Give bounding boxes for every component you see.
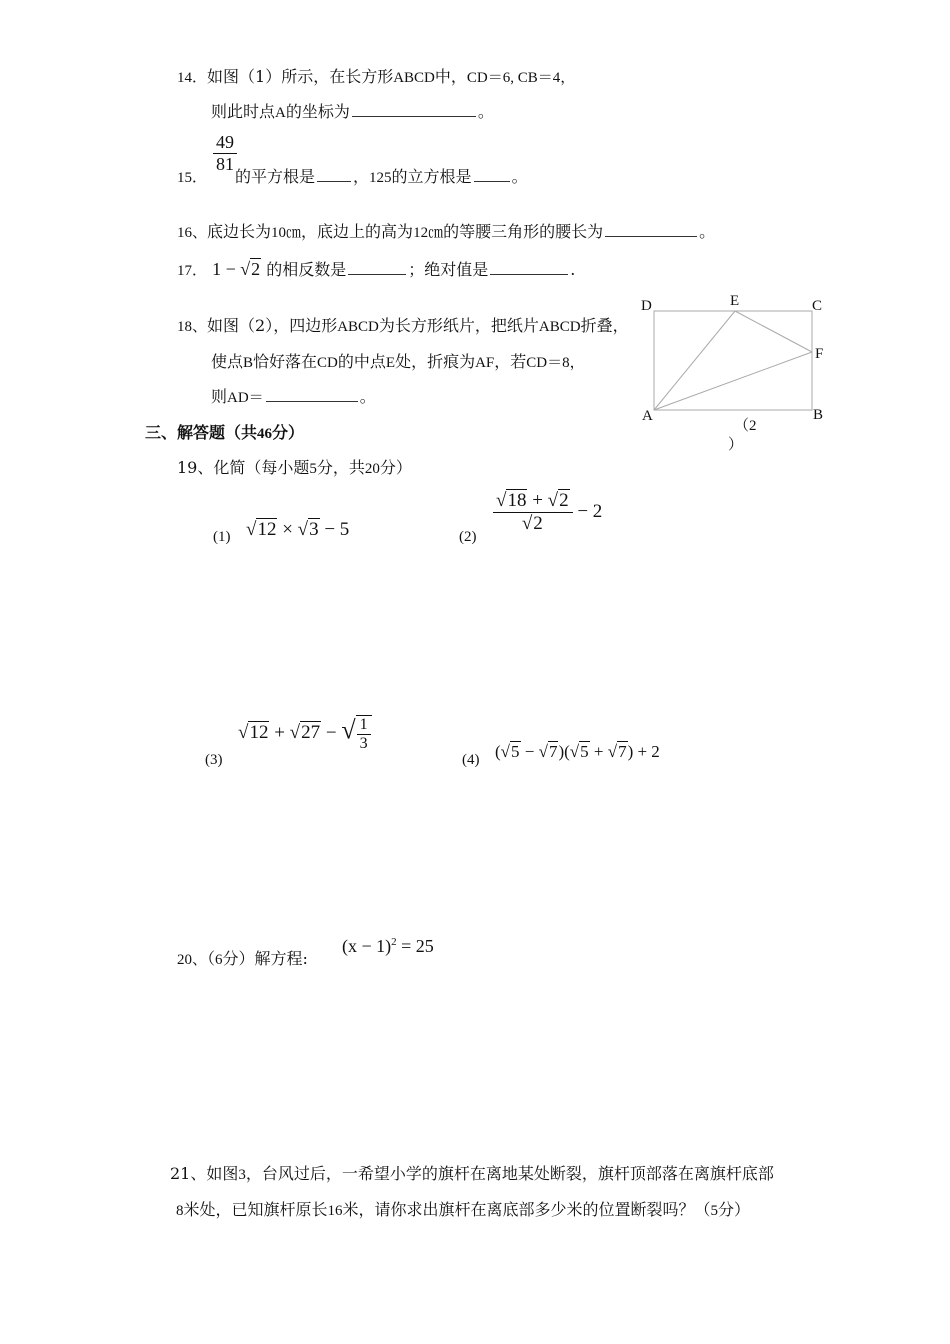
figure-caption-b: ）	[728, 437, 744, 453]
q19-part2-expression: $\frac{√18 + √2}{√2}$ − 2	[493, 490, 602, 535]
label-f: F	[815, 346, 824, 362]
q17-expression: 1 − √2	[212, 259, 261, 279]
q14-line1: 14．如图（1）所示，在长方形ABCD中，CD＝6, CB＝4，	[177, 67, 576, 86]
section-3-heading: 三、解答题（共46分）	[145, 423, 305, 442]
segment-ef	[735, 311, 812, 352]
figure-caption-a: （2	[734, 418, 757, 434]
q18-answer-blank[interactable]	[266, 387, 358, 402]
q19-part3-label: (3)	[205, 752, 223, 768]
q17-line: 17． 1 − √2 的相反数是 ；绝对值是 .	[177, 259, 576, 279]
q20-equation: $(x - 1)^2 = 25$	[342, 936, 434, 956]
q19-part1-label: (1)	[213, 529, 231, 545]
q17-answer-blank-2[interactable]	[490, 260, 568, 275]
q19-part4-label: (4)	[462, 752, 480, 768]
q17-answer-blank-1[interactable]	[348, 260, 406, 275]
q20-line: 20、（6分）解方程:	[177, 949, 308, 968]
q15-fraction: $\frac{49}{81}$	[213, 132, 237, 175]
q15-answer-blank-2[interactable]	[474, 167, 510, 182]
q16-answer-blank[interactable]	[605, 222, 697, 237]
q18-line2: 使点B恰好落在CD的中点E处，折痕为AF，若CD＝8，	[211, 352, 585, 371]
q19-title: 19、化简（每小题5分，共20分）	[177, 458, 412, 477]
q21-line2: 8米处，已知旗杆原长16米，请你求出旗杆在离底部多少米的位置断裂吗？（5分）	[176, 1200, 751, 1219]
figure-2-rectangle	[630, 290, 840, 460]
q14-answer-blank[interactable]	[352, 102, 476, 117]
q16-line: 16、底边长为10㎝，底边上的高为12㎝的等腰三角形的腰长为 。	[177, 222, 716, 241]
q18-line3: 则AD＝ 。	[211, 387, 376, 406]
q15-line: 15． 的平方根是 ，125的立方根是 。	[177, 167, 528, 186]
q21-line1: 21、如图3，台风过后，一希望小学的旗杆在离地某处断裂，旗杆顶部落在离旗杆底部	[170, 1164, 774, 1183]
label-c: C	[812, 298, 823, 314]
q19-part3-expression: √12 + √27 − √ $\frac{1}{3}$	[238, 715, 372, 753]
q18-line1: 18、如图（2），四边形ABCD为长方形纸片，把纸片ABCD折叠，	[177, 316, 629, 335]
label-d: D	[641, 298, 652, 314]
q19-part1-expression: √12 × √3 − 5	[246, 519, 350, 540]
q19-part4-expression: (√5 − √7)(√5 + √7) + 2	[495, 742, 660, 761]
label-e: E	[730, 293, 740, 309]
label-b: B	[813, 407, 824, 423]
q14-line2: 则此时点A的坐标为 。	[211, 102, 494, 121]
label-a: A	[642, 408, 653, 424]
q19-part2-label: (2)	[459, 529, 477, 545]
q15-answer-blank-1[interactable]	[317, 167, 351, 182]
